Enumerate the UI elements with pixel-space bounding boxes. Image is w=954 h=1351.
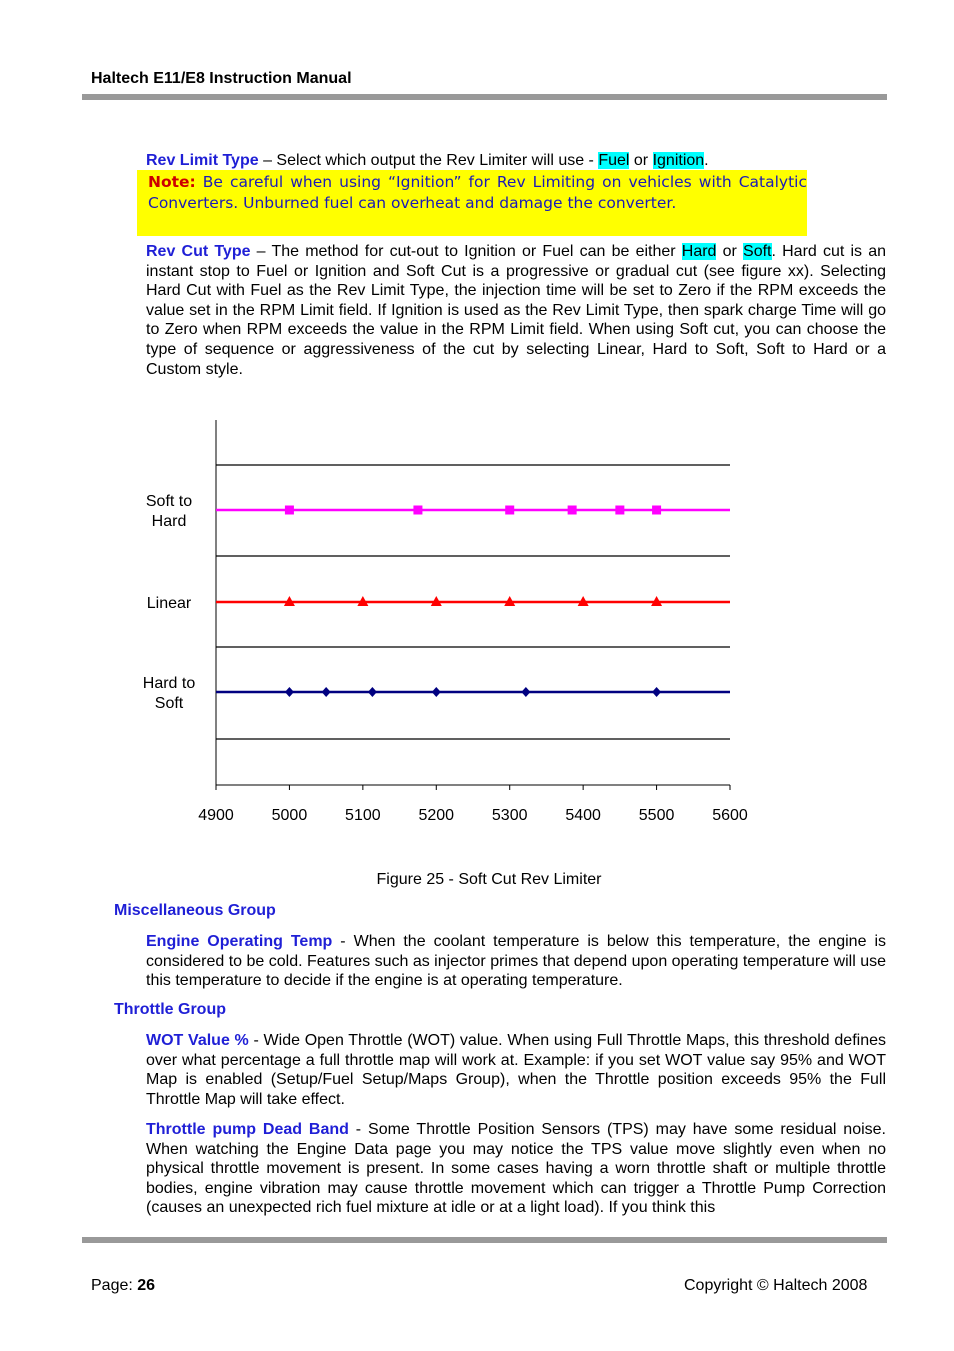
diamond-marker bbox=[652, 687, 661, 697]
square-marker bbox=[652, 506, 661, 515]
page-label: Page: bbox=[91, 1277, 138, 1294]
wot-value-text: - Wide Open Throttle (WOT) value. When using Full Throttle Maps, this threshold defines over what percentage a full throttle map will work at. Example: if you set WOT value say 95% and WOT Map is enabled (Setup/Fuel Setup/Maps Group), when the Throttle position exceeds 95% the Full Throttle Map will take effect. bbox=[146, 1032, 886, 1108]
page-number: 26 bbox=[137, 1277, 156, 1294]
page-header-title: Haltech E11/E8 Instruction Manual bbox=[91, 70, 352, 87]
square-marker bbox=[413, 506, 422, 515]
footer-rule bbox=[82, 1237, 887, 1243]
engine-operating-temp-paragraph bbox=[146, 932, 886, 991]
x-tick-label: 5100 bbox=[345, 807, 381, 824]
misc-group-heading: Miscellaneous Group bbox=[114, 902, 276, 919]
or-text-2: or bbox=[716, 243, 744, 260]
category-label: Hard bbox=[151, 513, 187, 530]
category-label: Soft bbox=[154, 695, 184, 712]
square-marker bbox=[285, 506, 294, 515]
rev-limit-type-text: – Select which output the Rev Limiter will use - bbox=[258, 152, 599, 169]
square-marker bbox=[568, 506, 577, 515]
rev-limit-type-term: Rev Limit Type bbox=[146, 152, 259, 169]
throttle-group-heading: Throttle Group bbox=[114, 1001, 226, 1018]
period-text: . bbox=[704, 152, 709, 169]
x-tick-label: 5200 bbox=[418, 807, 455, 824]
footer-copyright: Copyright © Haltech 2008 bbox=[684, 1277, 868, 1294]
x-tick-label: 5000 bbox=[271, 807, 308, 824]
wot-value-term: WOT Value % bbox=[146, 1032, 249, 1049]
category-label: Linear bbox=[146, 595, 192, 612]
x-tick-label: 5600 bbox=[712, 807, 748, 824]
throttle-pump-paragraph bbox=[146, 1120, 886, 1218]
wot-value-paragraph bbox=[146, 1031, 886, 1109]
throttle-pump-term: Throttle pump Dead Band bbox=[146, 1121, 349, 1138]
x-tick-label: 5300 bbox=[491, 807, 528, 824]
diamond-marker bbox=[322, 687, 331, 697]
engine-operating-temp-text: - When the coolant temperature is below this temperature, the engine is considered to be cold. Features such as injector primes that depend upon operating temperature will use this temperature to decide if the engine is at operating temperature. bbox=[146, 933, 886, 990]
x-tick-label: 5500 bbox=[638, 807, 675, 824]
figure-caption: Figure 25 - Soft Cut Rev Limiter bbox=[376, 871, 602, 888]
diamond-marker bbox=[432, 687, 441, 697]
diamond-marker bbox=[521, 687, 530, 697]
rev-cut-type-term: Rev Cut Type bbox=[146, 243, 251, 260]
x-tick-label: 5400 bbox=[565, 807, 601, 824]
x-tick-label: 4900 bbox=[198, 807, 234, 824]
note-text: Be careful when using “Ignition” for Rev Limiting on vehicles with Catalytic Converters. Unburned fuel can overheat and damage the converter. bbox=[148, 173, 807, 212]
footer-page bbox=[91, 1277, 155, 1295]
soft-highlight: Soft bbox=[743, 243, 772, 260]
or-text: or bbox=[629, 152, 653, 169]
category-label: Hard to bbox=[142, 675, 196, 692]
engine-operating-temp-term: Engine Operating Temp bbox=[146, 933, 333, 950]
ignition-highlight: Ignition bbox=[652, 152, 705, 169]
square-marker bbox=[615, 506, 624, 515]
hard-highlight: Hard bbox=[681, 243, 717, 260]
diamond-marker bbox=[368, 687, 377, 697]
category-label: Soft to bbox=[145, 493, 193, 510]
note-label: Note: bbox=[148, 173, 196, 191]
rev-cut-type-text1: – The method for cut-out to Ignition or Fuel can be either bbox=[250, 243, 682, 260]
fuel-highlight: Fuel bbox=[598, 152, 630, 169]
diamond-marker bbox=[285, 687, 294, 697]
rev-cut-type-text2: . Hard cut is an instant stop to Fuel or Ignition and Soft Cut is a progressive or gradual cut (see figure xx). Selecting Hard Cut with Fuel as the Rev Limit Type, the injection time will be set to Zero if the RPM exceeds the value set in the RPM Limit field. If Ignition is used as the Rev Limit Type, then spark charge Time will go to Zero when RPM exceeds the value in the RPM Limit field. When using Soft cut, you can choose the type of sequence or aggressiveness of the cut by selecting Linear, Hard to Soft, Soft to Hard or a Custom style. bbox=[146, 243, 887, 378]
square-marker bbox=[505, 506, 514, 515]
throttle-pump-text: - Some Throttle Position Sensors (TPS) may have some residual noise. When watching the Engine Data page you may notice the TPS value move slightly even when no physical throttle movement is present. In some cases having a worn throttle shaft or multiple throttle bodies, engine vibration may cause throttle movement which can trigger a Throttle Pump Correction (causes an unexpected rich fuel mixture at idle or at a light load). If you think this bbox=[146, 1121, 886, 1217]
